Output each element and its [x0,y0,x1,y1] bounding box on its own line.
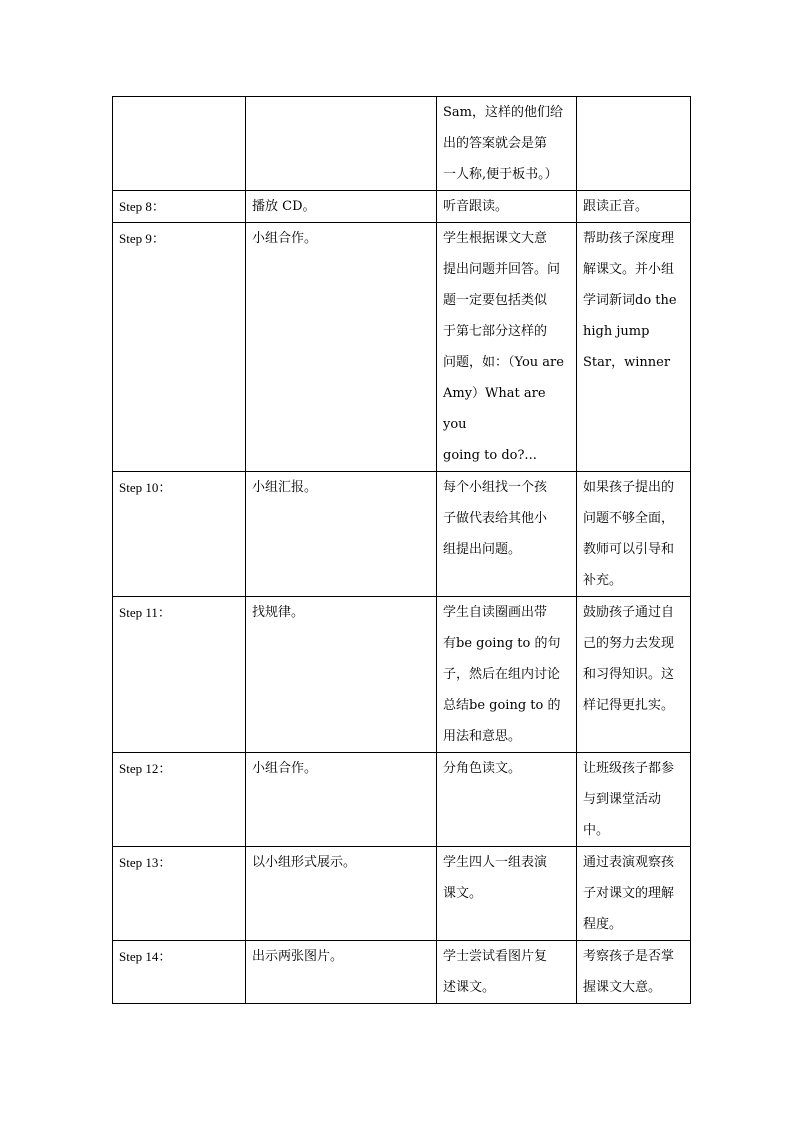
teacher-activity-cell: 小组合作。 [246,753,437,847]
lesson-plan-table [112,96,691,1004]
teacher-activity-cell [246,97,437,191]
step-cell: Step 14： [113,941,246,1004]
table-row [113,97,691,191]
table-row [113,753,691,847]
purpose-cell: 帮助孩子深度理 解课文。并小组 学词新词do the high jump Star，winner [577,223,691,472]
student-activity-cell: Sam，这样的他们给 出的答案就会是第 一人称,便于板书。） [437,97,577,191]
student-activity-cell: 听音跟读。 [437,191,577,223]
purpose-cell [577,97,691,191]
student-activity-cell: 学生四人一组表演 课文。 [437,847,577,941]
step-cell: Step 12： [113,753,246,847]
teacher-activity-cell: 小组合作。 [246,223,437,472]
teacher-activity-cell: 播放 CD。 [246,191,437,223]
purpose-cell: 通过表演观察孩 子对课文的理解 程度。 [577,847,691,941]
table-row [113,941,691,1004]
student-activity-cell: 学生根据课文大意 提出问题并回答。问 题一定要包括类似 于第七部分这样的 问题，如：（You are Amy）What are you going to do?... [437,223,577,472]
table-row [113,223,691,472]
table-row [113,847,691,941]
step-cell: Step 13： [113,847,246,941]
student-activity-cell: 分角色读文。 [437,753,577,847]
student-activity-cell: 学生自读圈画出带 有be going to 的句 子，然后在组内讨论 总结be going to 的 用法和意思。 [437,597,577,753]
table-row [113,472,691,597]
step-cell: Step 8： [113,191,246,223]
student-activity-cell: 每个小组找一个孩 子做代表给其他小 组提出问题。 [437,472,577,597]
purpose-cell: 考察孩子是否掌 握课文大意。 [577,941,691,1004]
purpose-cell: 让班级孩子都参 与到课堂活动 中。 [577,753,691,847]
step-cell [113,97,246,191]
purpose-cell: 鼓励孩子通过自 己的努力去发现 和习得知识。这 样记得更扎实。 [577,597,691,753]
step-cell: Step 9： [113,223,246,472]
step-cell: Step 10： [113,472,246,597]
teacher-activity-cell: 小组汇报。 [246,472,437,597]
step-cell: Step 11： [113,597,246,753]
purpose-cell: 跟读正音。 [577,191,691,223]
student-activity-cell: 学士尝试看图片复 述课文。 [437,941,577,1004]
teacher-activity-cell: 以小组形式展示。 [246,847,437,941]
teacher-activity-cell: 出示两张图片。 [246,941,437,1004]
purpose-cell: 如果孩子提出的 问题不够全面， 教师可以引导和 补充。 [577,472,691,597]
teacher-activity-cell: 找规律。 [246,597,437,753]
table-row [113,597,691,753]
table-row [113,191,691,223]
